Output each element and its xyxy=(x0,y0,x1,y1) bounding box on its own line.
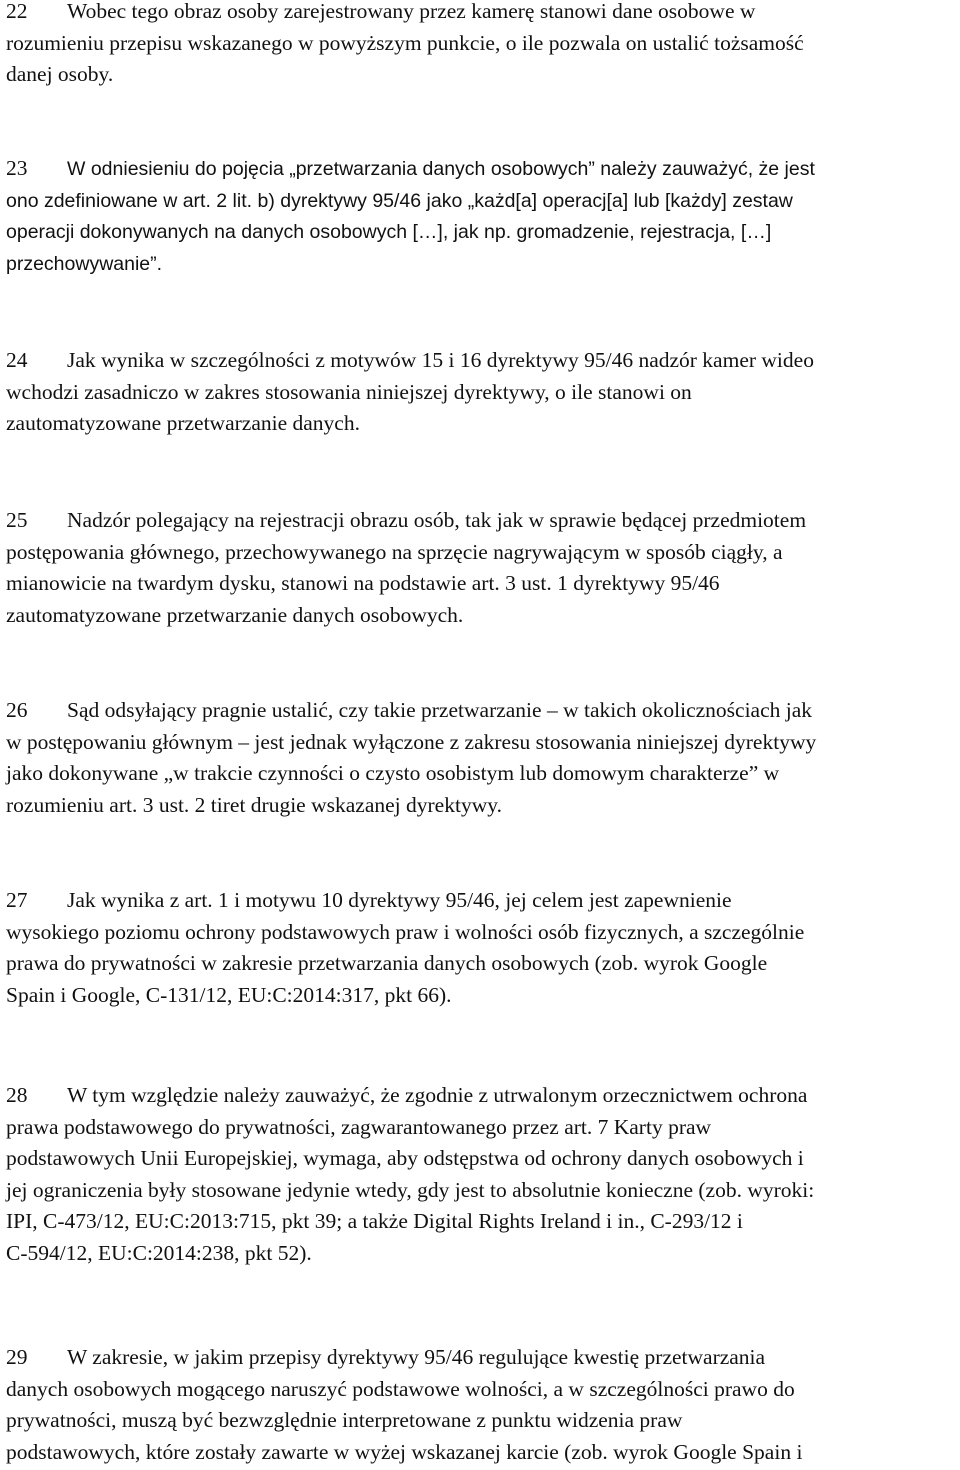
paragraph-line: Spain i Google, C‑131/12, EU:C:2014:317, pkt 66). xyxy=(6,982,452,1007)
line-text: W tym względzie należy zauważyć, że zgodnie z utrwalonym orzecznictwem ochrona xyxy=(67,1083,808,1107)
line-text: Wobec tego obraz osoby zarejestrowany przez kamerę stanowi dane osobowe w xyxy=(67,0,756,23)
paragraph-line: wchodzi zasadniczo w zakres stosowania niniejszej dyrektywy, o ile stanowi on xyxy=(6,379,692,404)
line-text: W zakresie, w jakim przepisy dyrektywy 95/46 regulujące kwestię przetwarzania xyxy=(67,1345,766,1369)
paragraph-23 xyxy=(6,153,958,280)
paragraph-number: 23 xyxy=(6,156,28,180)
line-text: Jak wynika z art. 1 i motywu 10 dyrektywy 95/46, jej celem jest zapewnienie xyxy=(67,888,732,912)
paragraph-29 xyxy=(6,1342,958,1468)
paragraph-number: 26 xyxy=(6,698,28,722)
paragraph-line: mianowicie na twardym dysku, stanowi na podstawie art. 3 ust. 1 dyrektywy 95/46 xyxy=(6,571,720,595)
paragraph-line xyxy=(6,0,958,28)
paragraph-line: prywatności, muszą być bezwzględnie interpretowane z punktu widzenia praw xyxy=(6,1408,683,1432)
paragraph-line xyxy=(6,1342,958,1374)
paragraph-number: 28 xyxy=(6,1083,28,1107)
paragraph-line xyxy=(6,153,958,186)
line-text: Nadzór polegający na rejestracji obrazu osób, tak jak w sprawie będącej przedmiotem xyxy=(67,508,807,532)
paragraph-line xyxy=(6,1080,958,1112)
paragraph-line: danych osobowych mogącego naruszyć podstawowe wolności, a w szczególności prawo do xyxy=(6,1376,795,1401)
paragraph-line: jako dokonywane „w trakcie czynności o czysto osobistym lub domowym charakterze” w xyxy=(6,761,780,785)
paragraph-number: 29 xyxy=(6,1345,28,1369)
paragraph-26 xyxy=(6,695,958,821)
paragraph-line: C‑594/12, EU:C:2014:238, pkt 52). xyxy=(6,1240,312,1265)
paragraph-line: ono zdefiniowane w art. 2 lit. b) dyrektywy 95/46 jako „każd[a] operacj[a] lub [każdy] zestaw xyxy=(6,189,793,212)
paragraph-27 xyxy=(6,885,958,1011)
paragraph-line: jej ograniczenia były stosowane jedynie wtedy, gdy jest to absolutnie konieczne (zob. wyroki: xyxy=(6,1177,815,1202)
paragraph-line xyxy=(6,345,958,377)
line-text: Sąd odsyłający pragnie ustalić, czy takie przetwarzanie – w takich okolicznościach jak xyxy=(67,698,813,722)
line-text: W odniesieniu do pojęcia „przetwarzania danych osobowych” należy zauważyć, że jest xyxy=(67,158,815,180)
paragraph-number: 22 xyxy=(6,0,28,23)
paragraph-22 xyxy=(6,0,958,91)
paragraph-28 xyxy=(6,1080,958,1269)
paragraph-line: podstawowych Unii Europejskiej, wymaga, aby odstępstwa od ochrony danych osobowych i xyxy=(6,1146,804,1170)
paragraph-line: IPI, C‑473/12, EU:C:2013:715, pkt 39; a także Digital Rights Ireland i in., C‑293/12 i xyxy=(6,1209,743,1233)
paragraph-line: podstawowych, które zostały zawarte w wyżej wskazanej karcie (zob. wyrok Google Spain i xyxy=(6,1439,803,1464)
paragraph-line: przechowywanie”. xyxy=(6,252,163,275)
paragraph-number: 27 xyxy=(6,888,28,912)
paragraph-line: rozumieniu art. 3 ust. 2 tiret drugie wskazanej dyrektywy. xyxy=(6,792,502,817)
paragraph-line: zautomatyzowane przetwarzanie danych. xyxy=(6,411,360,435)
paragraph-line: prawa do prywatności w zakresie przetwarzania danych osobowych (zob. wyrok Google xyxy=(6,951,768,975)
paragraph-24 xyxy=(6,345,958,440)
paragraph-line: w postępowaniu głównym – jest jednak wyłączone z zakresu stosowania niniejszej dyrektywy xyxy=(6,729,817,754)
paragraph-line: prawa podstawowego do prywatności, zagwarantowanego przez art. 7 Karty praw xyxy=(6,1114,712,1139)
paragraph-number: 24 xyxy=(6,348,28,372)
paragraph-number: 25 xyxy=(6,508,28,532)
paragraph-25 xyxy=(6,505,958,631)
paragraph-line: operacji dokonywanych na danych osobowych […], jak np. gromadzenie, rejestracja, […] xyxy=(6,221,772,243)
paragraph-line: danej osoby. xyxy=(6,62,114,86)
line-text: Jak wynika w szczególności z motywów 15 i 16 dyrektywy 95/46 nadzór kamer wideo xyxy=(67,348,814,372)
paragraph-line: postępowania głównego, przechowywanego na sprzęcie nagrywającym w sposób ciągły, a xyxy=(6,539,783,564)
paragraph-line: rozumieniu przepisu wskazanego w powyższym punkcie, o ile pozwala on ustalić tożsamość xyxy=(6,30,804,55)
paragraph-line: wysokiego poziomu ochrony podstawowych praw i wolności osób fizycznych, a szczególnie xyxy=(6,919,805,944)
paragraph-line: zautomatyzowane przetwarzanie danych osobowych. xyxy=(6,602,464,627)
paragraph-line xyxy=(6,505,958,537)
paragraph-line xyxy=(6,885,958,917)
paragraph-line xyxy=(6,695,958,727)
